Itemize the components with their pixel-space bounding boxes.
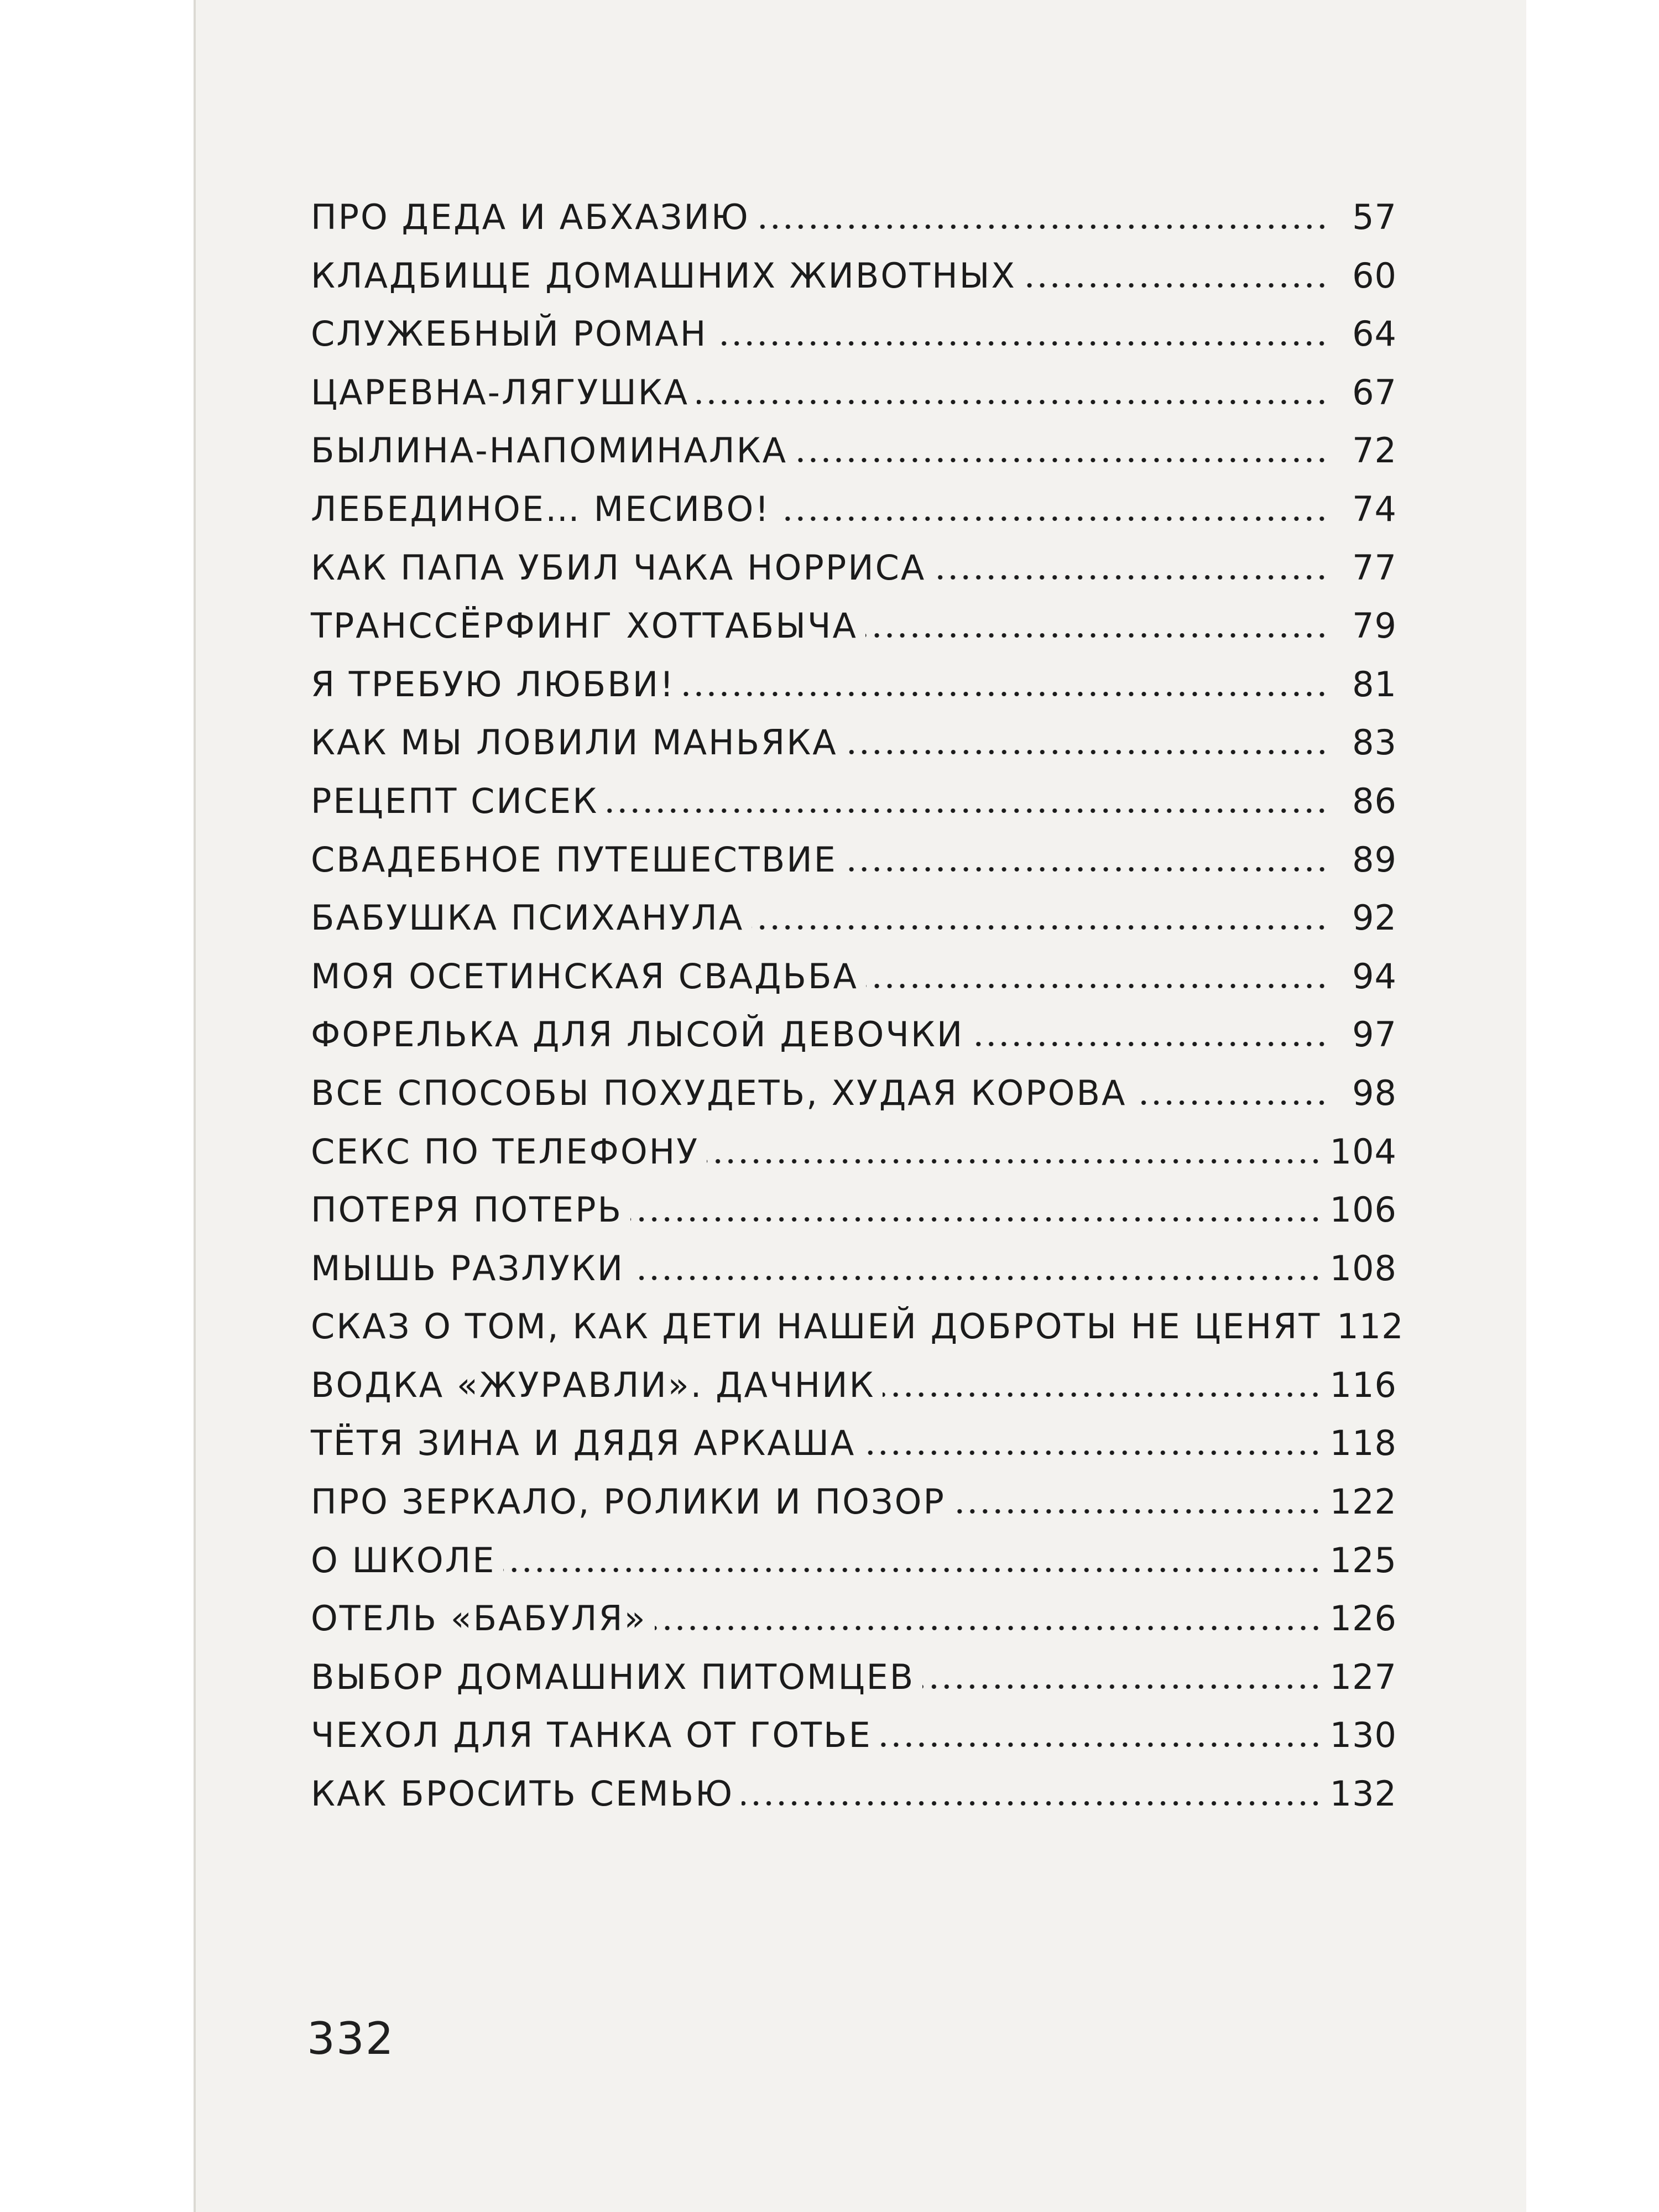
toc-entry-page: 77 — [1352, 547, 1397, 588]
toc-entry — [311, 1423, 1397, 1481]
toc-entry-page: 98 — [1352, 1072, 1397, 1113]
toc-entry — [311, 1481, 1397, 1540]
toc-entry — [311, 1540, 1397, 1599]
toc-dot-leader — [795, 458, 1328, 462]
toc-entry — [311, 664, 1397, 723]
toc-entry — [311, 547, 1397, 606]
toc-dot-leader — [953, 1509, 1322, 1514]
toc-entry-page: 72 — [1352, 430, 1397, 471]
toc-entry — [311, 1715, 1397, 1773]
toc-entry — [311, 372, 1397, 431]
toc-entry-page: 122 — [1329, 1481, 1397, 1522]
toc-entry-page: 92 — [1352, 898, 1397, 938]
toc-entry — [311, 898, 1397, 956]
toc-entry-title: БАБУШКА ПСИХАНУЛА — [311, 898, 744, 938]
toc-dot-leader — [632, 1276, 1322, 1280]
toc-entry-page: 94 — [1352, 956, 1397, 997]
toc-dot-leader — [707, 1159, 1322, 1164]
toc-entry-page: 104 — [1329, 1131, 1397, 1172]
toc-entry — [311, 1365, 1397, 1423]
toc-dot-leader — [752, 925, 1328, 930]
toc-entry-page: 126 — [1329, 1598, 1397, 1639]
toc-dot-leader — [715, 341, 1328, 346]
toc-dot-leader — [655, 1626, 1322, 1630]
toc-entry-page: 127 — [1329, 1656, 1397, 1697]
toc-dot-leader — [742, 1801, 1322, 1806]
toc-entry — [311, 1598, 1397, 1657]
toc-entry-title: СЛУЖЕБНЫЙ РОМАН — [311, 314, 708, 354]
toc-dot-leader — [606, 808, 1328, 813]
toc-entry-page: 118 — [1329, 1423, 1397, 1464]
toc-entry-title: ТРАНССЁРФИНГ ХОТТАБЫЧА — [311, 606, 858, 646]
toc-entry-title: МОЯ ОСЕТИНСКАЯ СВАДЬБА — [311, 956, 858, 997]
toc-entry-title: ЛЕБЕДИНОЕ… МЕСИВО! — [311, 488, 771, 529]
toc-entry-page: 132 — [1329, 1773, 1397, 1814]
toc-entry-title: ПРО ЗЕРКАЛО, РОЛИКИ И ПОЗОР — [311, 1481, 946, 1522]
toc-entry — [311, 255, 1397, 314]
toc-entry-page: 81 — [1352, 664, 1397, 705]
toc-entry-title: БЫЛИНА-НАПОМИНАЛКА — [311, 430, 788, 471]
toc-entry-title: ТЁТЯ ЗИНА И ДЯДЯ АРКАША — [311, 1423, 856, 1464]
toc-dot-leader — [758, 225, 1328, 229]
page-number: 332 — [307, 2013, 395, 2064]
toc-dot-leader — [883, 1392, 1322, 1397]
toc-entry-title: О ШКОЛЕ — [311, 1540, 496, 1580]
toc-entry-title: КАК ПАПА УБИЛ ЧАКА НОРРИСА — [311, 547, 926, 588]
toc-entry-title: Я ТРЕБУЮ ЛЮБВИ! — [311, 664, 676, 705]
toc-entry — [311, 1131, 1397, 1190]
toc-entry — [311, 839, 1397, 898]
toc-entry-title: РЕЦЕПТ СИСЕК — [311, 780, 599, 821]
toc-entry — [311, 1014, 1397, 1073]
toc-entry-title: ОТЕЛЬ «БАБУЛЯ» — [311, 1598, 647, 1639]
toc-entry-title: ПРО ДЕДА И АБХАЗИЮ — [311, 197, 750, 237]
toc-entry-page: 108 — [1329, 1248, 1397, 1288]
toc-dot-leader — [933, 575, 1328, 580]
toc-dot-leader — [1024, 283, 1328, 288]
toc-entry — [311, 314, 1397, 372]
toc-entry — [311, 489, 1397, 547]
toc-entry — [311, 1773, 1397, 1832]
toc-entry-title: СКАЗ О ТОМ, КАК ДЕТИ НАШЕЙ ДОБРОТЫ НЕ ЦЕНЯТ — [311, 1306, 1322, 1347]
toc-entry — [311, 1657, 1397, 1715]
toc-dot-leader — [845, 867, 1328, 872]
toc-dot-leader — [778, 517, 1328, 521]
toc-entry-page: 97 — [1352, 1014, 1397, 1055]
toc-dot-leader — [865, 633, 1328, 638]
toc-entry — [311, 1248, 1397, 1307]
toc-dot-leader — [1134, 1100, 1328, 1105]
toc-entry — [311, 197, 1397, 255]
toc-entry-title: ВЫБОР ДОМАШНИХ ПИТОМЦЕВ — [311, 1656, 915, 1697]
toc-dot-leader — [503, 1568, 1322, 1572]
toc-entry-title: КАК БРОСИТЬ СЕМЬЮ — [311, 1773, 734, 1814]
toc-entry — [311, 956, 1397, 1015]
toc-dot-leader — [846, 750, 1328, 754]
toc-entry-title: ФОРЕЛЬКА ДЛЯ ЛЫСОЙ ДЕВОЧКИ — [311, 1014, 964, 1055]
toc-dot-leader — [697, 400, 1328, 404]
toc-entry-page: 79 — [1352, 606, 1397, 646]
toc-entry-page: 125 — [1329, 1540, 1397, 1580]
toc-entry — [311, 1190, 1397, 1248]
toc-entry — [311, 1306, 1404, 1365]
toc-entry-title: ВОДКА «ЖУРАВЛИ». ДАЧНИК — [311, 1364, 875, 1405]
toc-entry-title: СЕКС ПО ТЕЛЕФОНУ — [311, 1131, 700, 1172]
toc-dot-leader — [863, 1451, 1322, 1455]
toc-dot-leader — [683, 692, 1328, 696]
toc-entry-page: 89 — [1352, 839, 1397, 880]
toc-entry-title: ПОТЕРЯ ПОТЕРЬ — [311, 1190, 623, 1230]
toc-entry-page: 74 — [1352, 488, 1397, 529]
toc-entry-page: 67 — [1352, 372, 1397, 413]
toc-entry — [311, 1073, 1397, 1131]
toc-entry-page: 83 — [1352, 722, 1397, 763]
toc-dot-leader — [866, 984, 1328, 988]
toc-entry-title: СВАДЕБНОЕ ПУТЕШЕСТВИЕ — [311, 839, 837, 880]
toc-entry-page: 112 — [1337, 1306, 1404, 1347]
toc-entry-title: ВСЕ СПОСОБЫ ПОХУДЕТЬ, ХУДАЯ КОРОВА — [311, 1072, 1127, 1113]
toc-entry-title: ЦАРЕВНА-ЛЯГУШКА — [311, 372, 690, 413]
toc-entry-page: 130 — [1329, 1715, 1397, 1756]
toc-dot-leader — [922, 1684, 1322, 1689]
toc-dot-leader — [972, 1042, 1328, 1046]
toc-dot-leader — [630, 1217, 1322, 1222]
toc-entry — [311, 722, 1397, 781]
toc-entry-title: ЧЕХОЛ ДЛЯ ТАНКА ОТ ГОТЬЕ — [311, 1715, 872, 1756]
toc-entry — [311, 606, 1397, 664]
toc-entry-page: 86 — [1352, 780, 1397, 821]
toc-entry — [311, 781, 1397, 839]
toc-entry-page: 116 — [1329, 1364, 1397, 1405]
toc-entry-page: 60 — [1352, 255, 1397, 296]
toc-entry — [311, 430, 1397, 489]
toc-entry-page: 106 — [1329, 1190, 1397, 1230]
toc-dot-leader — [880, 1743, 1322, 1747]
table-of-contents — [311, 197, 1404, 1832]
toc-entry-page: 64 — [1352, 314, 1397, 354]
toc-entry-title: КАК МЫ ЛОВИЛИ МАНЬЯКА — [311, 722, 838, 763]
toc-entry-title: КЛАДБИЩЕ ДОМАШНИХ ЖИВОТНЫХ — [311, 255, 1016, 296]
toc-entry-page: 57 — [1352, 197, 1397, 237]
toc-entry-title: МЫШЬ РАЗЛУКИ — [311, 1248, 625, 1288]
